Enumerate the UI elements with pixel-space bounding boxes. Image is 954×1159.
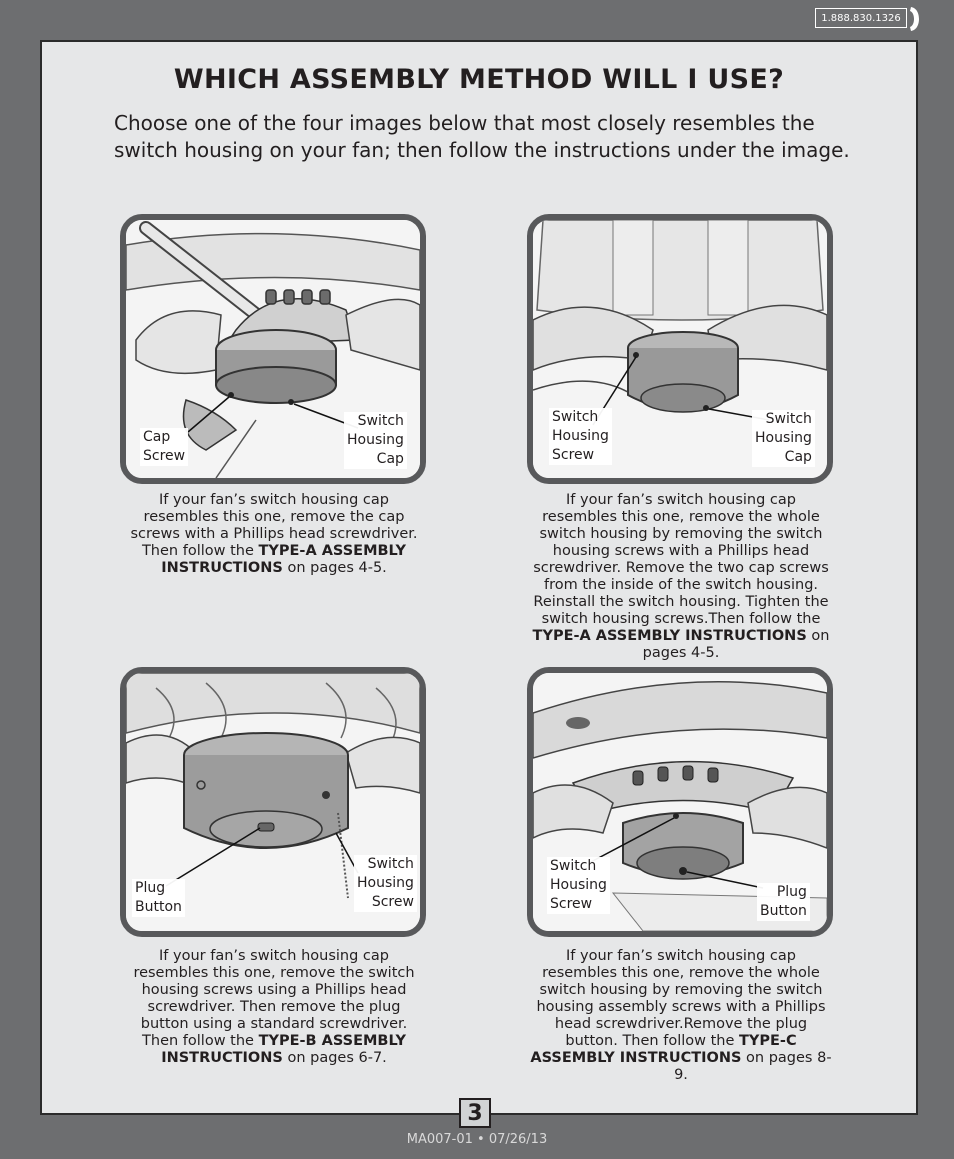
fan-photo-type-c <box>527 667 833 937</box>
label-plug-button: Plug Button <box>757 883 810 921</box>
label-switch-housing-screw: Switch Housing Screw <box>354 855 417 912</box>
label-plug-button: Plug Button <box>132 879 185 917</box>
fan-photo-type-a-housing <box>527 214 833 484</box>
intro-text: Choose one of the four images below that most closely resembles the switch housing on your fan; then follow the instructions under the image. <box>114 111 850 162</box>
page-title: WHICH ASSEMBLY METHOD WILL I USE? <box>173 64 785 95</box>
caption-type-a-housing: If your fan’s switch housing cap resembles this one, remove the whole switch housing by removing the switch housing screws with a Phillips head screwdriver. Remove the two cap screws from the inside of the switch housing. Reinstall the switch housing. Tighten the switch housing screws.Then follow the TYPE-A ASSEMBLY INSTRUCTIONS on pages 4-5. <box>532 492 830 661</box>
label-cap-screw: Cap Screw <box>140 428 188 466</box>
caption-type-a-cap: If your fan’s switch housing cap resembles this one, remove the cap screws with a Phillips head screwdriver. Then follow the TYPE-A ASSEMBLY INSTRUCTIONS on pages 4-5. <box>130 492 418 576</box>
page-number: 3 <box>459 1098 491 1128</box>
fan-photo-type-b <box>120 667 426 937</box>
label-switch-housing-screw: Switch Housing Screw <box>549 408 612 465</box>
document-code: MA007-01 • 07/26/13 <box>406 1132 548 1147</box>
phone-number: 1.888.830.1326 <box>815 8 907 28</box>
caption-type-b: If your fan’s switch housing cap resembles this one, remove the switch housing screws using a Phillips head screwdriver. Then remove the plug button using a standard screwdriver. Then follow the TYPE-B ASSEMBLY INSTRUCTIONS on pages 6-7. <box>133 948 415 1066</box>
phone-handset-icon <box>908 6 920 32</box>
content-panel <box>40 40 918 1115</box>
caption-type-c: If your fan’s switch housing cap resembles this one, remove the whole switch housing by removing the switch housing assembly screws with a Phillips head screwdriver.Remove the plug button. Then follow the TYPE-C ASSEMBLY INSTRUCTIONS on pages 8-9. <box>530 948 832 1083</box>
label-switch-housing-cap: Switch Housing Cap <box>752 410 815 467</box>
label-switch-housing-screw: Switch Housing Screw <box>547 857 610 914</box>
label-switch-housing-cap: Switch Housing Cap <box>344 412 407 469</box>
fan-photo-type-a-cap <box>120 214 426 484</box>
